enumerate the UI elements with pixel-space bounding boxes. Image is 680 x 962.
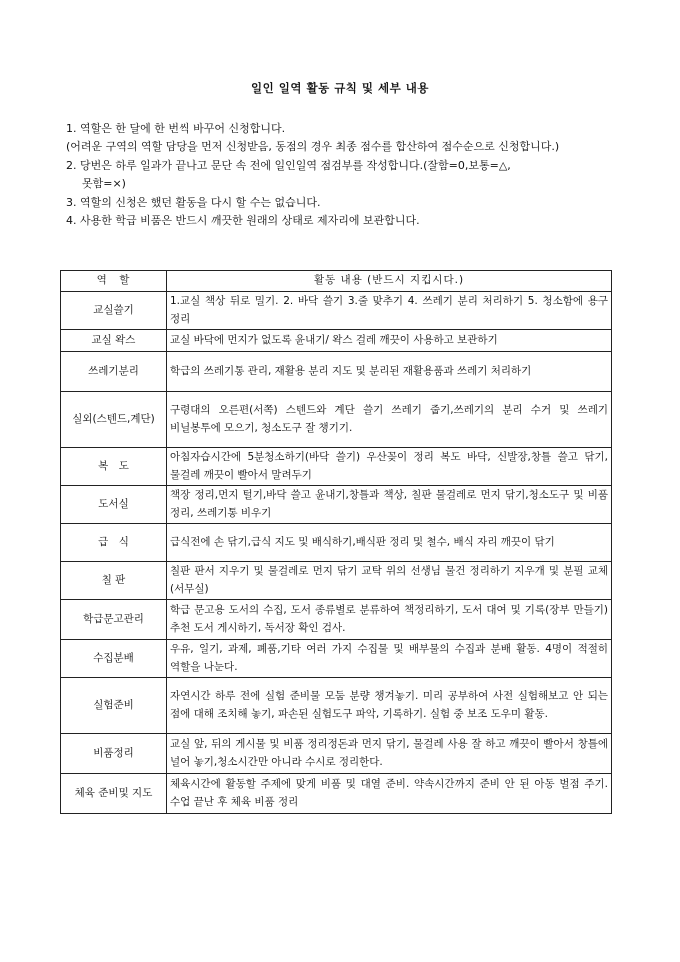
- table-row: [61, 292, 612, 330]
- table-row: [61, 774, 612, 814]
- description-cell: 학급 문고용 도서의 수집, 도서 종류별로 분류하여 책정리하기, 도서 대여 및 기록(장부 만들기) 추천 도서 게시하기, 독서장 확인 검사.: [167, 600, 612, 640]
- page-title: 일인 일역 활동 규칙 및 세부 내용: [251, 81, 429, 95]
- role-cell: 급 식: [61, 524, 167, 562]
- role-cell: 체육 준비및 지도: [61, 774, 167, 814]
- description-cell: 학급의 쓰레기통 관리, 재활용 분리 지도 및 분리된 재활용품과 쓰레기 처리하기: [167, 352, 612, 392]
- rule-item: 못함=×): [82, 177, 126, 191]
- table-row: [61, 562, 612, 600]
- role-cell: 도서실: [61, 486, 167, 524]
- table-row: [61, 640, 612, 678]
- role-cell: 칠 판: [61, 562, 167, 600]
- rules-list: [66, 120, 626, 230]
- table-row: [61, 486, 612, 524]
- header-role: 역 할: [61, 271, 167, 292]
- table-row: [61, 678, 612, 734]
- description-cell: 체육시간에 활동할 주제에 맞게 비품 및 대열 준비. 약속시간까지 준비 안 된 아동 벌점 주기. 수업 끝난 후 체육 비품 정리: [167, 774, 612, 814]
- role-cell: 쓰레기분리: [61, 352, 167, 392]
- description-cell: 교실 앞, 뒤의 게시물 및 비품 정리정돈과 먼지 닦기, 물걸레 사용 잘 하고 깨끗이 빨아서 창틀에 널어 놓기,청소시간만 아니라 수시로 정리한다.: [167, 734, 612, 774]
- description-cell: 칠판 판서 지우기 및 물걸레로 먼지 닦기 교탁 위의 선생님 물건 정리하기 지우개 및 분필 교체(서무실): [167, 562, 612, 600]
- description-cell: 교실 바닥에 먼지가 없도록 윤내기/ 왁스 걸레 깨끗이 사용하고 보관하기: [167, 330, 612, 352]
- description-cell: 급식전에 손 닦기,급식 지도 및 배식하기,배식판 정리 및 철수, 배식 자리 깨끗이 닦기: [167, 524, 612, 562]
- role-cell: 학급문고관리: [61, 600, 167, 640]
- role-cell: 수집분배: [61, 640, 167, 678]
- table-header-row: [61, 271, 612, 292]
- description-cell: 자연시간 하루 전에 실험 준비물 모둠 분량 챙겨놓기. 미리 공부하여 사전 실험해보고 안 되는 점에 대해 조치해 놓기, 파손된 실험도구 파악, 기록하기. 실험 중 보조 도우미 활동.: [167, 678, 612, 734]
- description-cell: 아침자습시간에 5분청소하기(바닥 쓸기) 우산꽂이 정리 복도 바닥, 신발장,창틀 쓸고 닦기, 물걸레 깨끗이 빨아서 말려두기: [167, 448, 612, 486]
- rule-item: (어려운 구역의 역할 담당을 먼저 신청받음, 동점의 경우 최종 점수를 합산하여 점수순으로 신청합니다.): [66, 140, 560, 154]
- table-row: [61, 392, 612, 448]
- table-row: [61, 734, 612, 774]
- table-row: [61, 448, 612, 486]
- description-cell: 우유, 일기, 과제, 폐품,기타 여러 가지 수집물 및 배부물의 수집과 분배 활동. 4명이 적절히 역할을 나눈다.: [167, 640, 612, 678]
- table-row: [61, 352, 612, 392]
- rule-item: 3. 역할의 신청은 했던 활동을 다시 할 수는 없습니다.: [66, 195, 321, 209]
- rule-item: 1. 역할은 한 달에 한 번씩 바꾸어 신청합니다.: [66, 122, 286, 135]
- activity-table: [60, 270, 612, 814]
- role-cell: 실외(스텐드,계단): [61, 392, 167, 448]
- role-cell: 교실 왁스: [61, 330, 167, 352]
- description-cell: 책장 정리,먼지 털기,바닥 쓸고 윤내기,창틀과 책상, 칠판 물걸레로 먼지 닦기,청소도구 및 비품 정리, 쓰레기통 비우기: [167, 486, 612, 524]
- role-cell: 교실쓸기: [61, 292, 167, 330]
- table-row: [61, 330, 612, 352]
- rule-item: 2. 당번은 하루 일과가 끝나고 문단 속 전에 일인일역 점검부를 작성합니다.(잘함=0,보통=△,: [66, 158, 511, 172]
- rule-item: 4. 사용한 학급 비품은 반드시 깨끗한 원래의 상태로 제자리에 보관합니다.: [66, 214, 420, 228]
- table-row: [61, 600, 612, 640]
- role-cell: 복 도: [61, 448, 167, 486]
- role-cell: 비품정리: [61, 734, 167, 774]
- table-row: [61, 524, 612, 562]
- header-description: 활동 내용 (반드시 지킵시다.): [167, 271, 612, 292]
- description-cell: 1.교실 책상 뒤로 밀기. 2. 바닥 쓸기 3.줄 맞추기 4. 쓰레기 분리 처리하기 5. 청소함에 용구 정리: [167, 292, 612, 330]
- description-cell: 구령대의 오른편(서쪽) 스텐드와 계단 쓸기 쓰레기 줍기,쓰레기의 분리 수거 및 쓰레기 비닐봉투에 모으기, 청소도구 잘 챙기기.: [167, 392, 612, 448]
- role-cell: 실험준비: [61, 678, 167, 734]
